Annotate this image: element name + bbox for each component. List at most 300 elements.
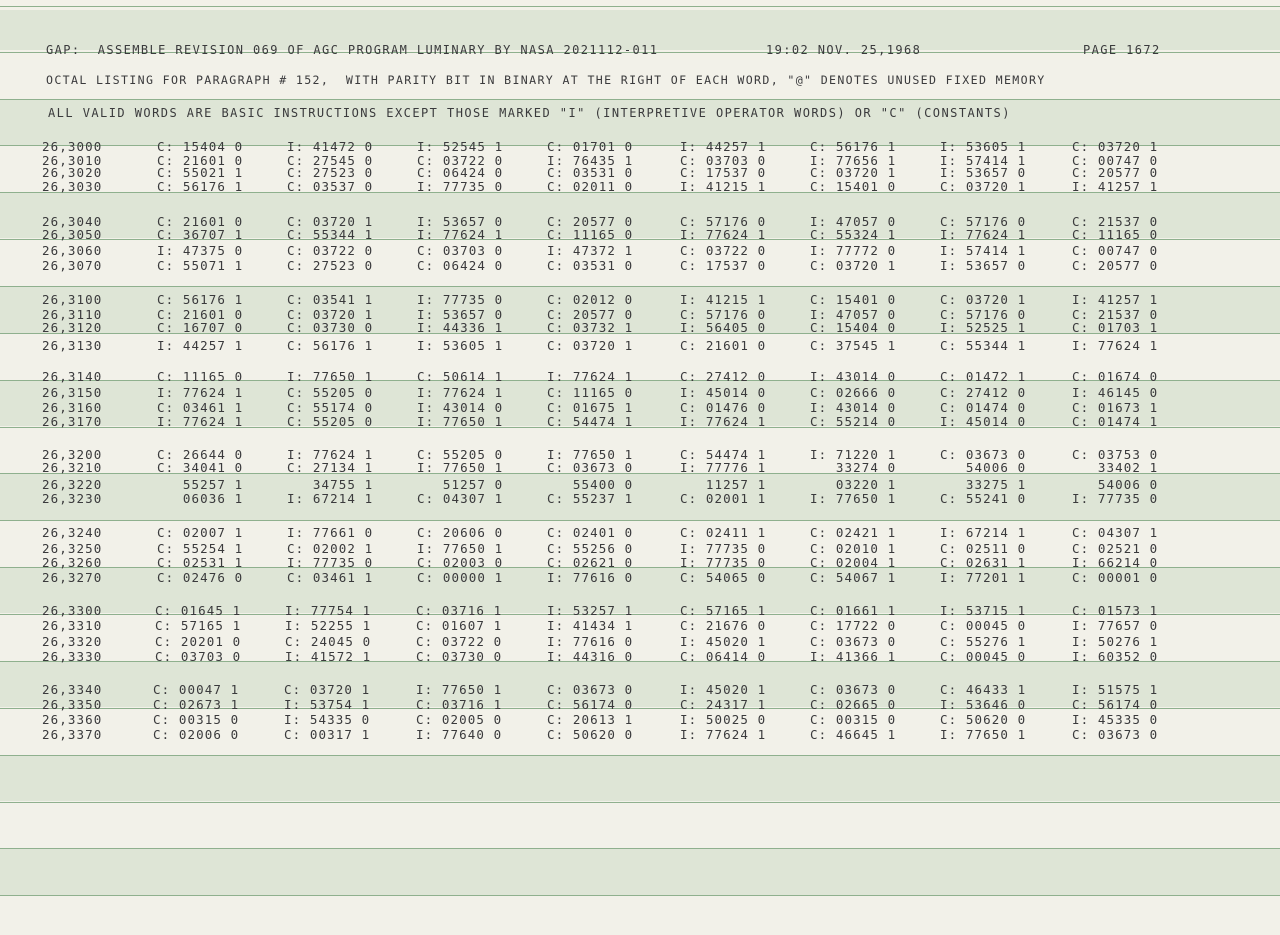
word-cell: I: 77616 0 [547, 570, 634, 585]
word-cell: I: 52545 1 [417, 139, 504, 154]
word-cell: C: 03673 0 [547, 460, 634, 475]
row-address: 26,3050 [42, 227, 103, 242]
word-cell: I: 77735 0 [1072, 491, 1159, 506]
word-cell: I: 77656 1 [810, 153, 897, 168]
word-cell: C: 02011 0 [547, 179, 634, 194]
word-cell: I: 57414 1 [940, 153, 1027, 168]
word-cell: C: 56176 1 [157, 179, 244, 194]
word-cell: I: 77735 0 [417, 179, 504, 194]
word-cell: C: 20201 0 [155, 634, 242, 649]
word-cell: C: 04307 1 [1072, 525, 1159, 540]
ruled-line [0, 6, 1280, 7]
row-address: 26,3300 [42, 603, 103, 618]
word-cell: C: 01661 1 [810, 603, 897, 618]
word-cell: C: 00747 0 [1072, 153, 1159, 168]
word-cell: I: 53646 0 [940, 697, 1027, 712]
word-cell: C: 57176 0 [940, 307, 1027, 322]
word-cell: 33402 1 [1072, 460, 1159, 475]
word-cell: C: 03720 1 [547, 338, 634, 353]
word-cell: C: 55344 1 [940, 338, 1027, 353]
word-cell: C: 27134 1 [287, 460, 374, 475]
word-cell: C: 00045 0 [940, 618, 1027, 633]
word-cell: I: 77624 1 [417, 227, 504, 242]
word-cell: I: 52525 1 [940, 320, 1027, 335]
word-cell: I: 77650 1 [287, 369, 374, 384]
word-cell: C: 20577 0 [1072, 165, 1159, 180]
word-cell: I: 41572 1 [285, 649, 372, 664]
word-cell: I: 77735 0 [287, 555, 374, 570]
word-cell: 11257 1 [680, 477, 767, 492]
word-cell: I: 77661 0 [287, 525, 374, 540]
table-row [0, 370, 1280, 384]
word-cell: I: 77624 1 [287, 447, 374, 462]
word-cell: I: 77650 1 [547, 447, 634, 462]
header-timestamp: 19:02 NOV. 25,1968 [766, 43, 922, 57]
word-cell: C: 02511 0 [940, 541, 1027, 556]
row-address: 26,3160 [42, 400, 103, 415]
word-cell: C: 03716 1 [416, 697, 503, 712]
word-cell: C: 54067 1 [810, 570, 897, 585]
word-cell: I: 77650 1 [416, 682, 503, 697]
table-row [0, 339, 1280, 353]
word-cell: C: 15401 0 [810, 292, 897, 307]
table-row [0, 492, 1280, 506]
word-cell: C: 21537 0 [1072, 214, 1159, 229]
word-cell: C: 03730 0 [416, 649, 503, 664]
word-cell: C: 11165 0 [1072, 227, 1159, 242]
word-cell: I: 53657 0 [940, 165, 1027, 180]
word-cell: C: 54474 1 [680, 447, 767, 462]
ruled-line [0, 802, 1280, 803]
table-row [0, 683, 1280, 697]
word-cell: I: 77650 1 [940, 727, 1027, 742]
row-address: 26,3120 [42, 320, 103, 335]
row-address: 26,3100 [42, 292, 103, 307]
word-cell: I: 77776 1 [680, 460, 767, 475]
word-cell: C: 37545 1 [810, 338, 897, 353]
table-row [0, 635, 1280, 649]
word-cell: I: 41472 0 [287, 139, 374, 154]
ruled-line [0, 895, 1280, 896]
word-cell: C: 21601 0 [680, 338, 767, 353]
word-cell: I: 45020 1 [680, 682, 767, 697]
word-cell: C: 54065 0 [680, 570, 767, 585]
word-cell: C: 02001 1 [680, 491, 767, 506]
row-address: 26,3140 [42, 369, 103, 384]
word-cell: C: 01474 0 [940, 400, 1027, 415]
word-cell: C: 50620 0 [547, 727, 634, 742]
word-cell: I: 77624 1 [547, 369, 634, 384]
word-cell: I: 41366 1 [810, 649, 897, 664]
word-cell: I: 41257 1 [1072, 179, 1159, 194]
word-cell: C: 56174 0 [547, 697, 634, 712]
word-cell: C: 04307 1 [417, 491, 504, 506]
row-address: 26,3330 [42, 649, 103, 664]
word-cell: C: 03461 1 [287, 570, 374, 585]
row-address: 26,3310 [42, 618, 103, 633]
word-cell: I: 77624 1 [680, 227, 767, 242]
row-address: 26,3150 [42, 385, 103, 400]
word-cell: I: 41215 1 [680, 292, 767, 307]
ruled-line [0, 286, 1280, 287]
row-address: 26,3130 [42, 338, 103, 353]
word-cell: C: 02411 1 [680, 525, 767, 540]
word-cell: I: 77616 0 [547, 634, 634, 649]
word-cell: I: 77201 1 [940, 570, 1027, 585]
word-cell: C: 03720 1 [287, 307, 374, 322]
word-cell: C: 21601 0 [157, 153, 244, 168]
word-cell: 33274 0 [810, 460, 897, 475]
word-cell: C: 11165 0 [547, 227, 634, 242]
word-cell: I: 67214 1 [940, 525, 1027, 540]
word-cell: C: 15404 0 [810, 320, 897, 335]
word-cell: I: 44336 1 [417, 320, 504, 335]
table-row [0, 415, 1280, 429]
word-cell: I: 51575 1 [1072, 682, 1159, 697]
word-cell: C: 03730 0 [287, 320, 374, 335]
green-stripe [0, 849, 1280, 895]
table-row [0, 571, 1280, 585]
row-address: 26,3370 [42, 727, 103, 742]
word-cell: C: 03673 0 [810, 634, 897, 649]
word-cell: I: 53605 1 [940, 139, 1027, 154]
word-cell: I: 53754 1 [284, 697, 371, 712]
word-cell: C: 00001 0 [1072, 570, 1159, 585]
word-cell: C: 03720 1 [940, 179, 1027, 194]
word-cell: C: 56176 1 [810, 139, 897, 154]
word-cell: C: 03720 1 [810, 165, 897, 180]
word-cell: C: 03720 1 [1072, 139, 1159, 154]
table-row [0, 293, 1280, 307]
word-cell: I: 47375 0 [157, 243, 244, 258]
word-cell: I: 77657 0 [1072, 618, 1159, 633]
word-cell: C: 06424 0 [417, 165, 504, 180]
table-row [0, 401, 1280, 415]
word-cell: 55257 1 [157, 477, 244, 492]
word-cell: C: 00315 0 [153, 712, 240, 727]
row-address: 26,3200 [42, 447, 103, 462]
row-address: 26,3260 [42, 555, 103, 570]
row-address: 26,3170 [42, 414, 103, 429]
word-cell: 55400 0 [547, 477, 634, 492]
word-cell: C: 56174 0 [1072, 697, 1159, 712]
word-cell: C: 15401 0 [810, 179, 897, 194]
word-cell: I: 77624 1 [157, 414, 244, 429]
word-cell: C: 21676 0 [680, 618, 767, 633]
word-cell: C: 02004 1 [810, 555, 897, 570]
table-row [0, 526, 1280, 540]
word-cell: C: 21537 0 [1072, 307, 1159, 322]
header-octal-listing-note: OCTAL LISTING FOR PARAGRAPH # 152, WITH PARITY BIT IN BINARY AT THE RIGHT OF EACH WORD, "@" DENOTES UNUSED FIXED MEMORY [46, 73, 1046, 87]
green-stripe [0, 755, 1280, 801]
word-cell: I: 52255 1 [285, 618, 372, 633]
word-cell: C: 03720 1 [940, 292, 1027, 307]
word-cell: I: 53657 0 [940, 258, 1027, 273]
table-row [0, 461, 1280, 475]
word-cell: C: 56176 1 [157, 292, 244, 307]
table-row [0, 713, 1280, 727]
table-row [0, 650, 1280, 664]
word-cell: I: 44257 1 [680, 139, 767, 154]
word-cell: C: 01701 0 [547, 139, 634, 154]
word-cell: I: 67214 1 [287, 491, 374, 506]
ruled-line [0, 520, 1280, 521]
word-cell: I: 53715 1 [940, 603, 1027, 618]
word-cell: I: 47372 1 [547, 243, 634, 258]
word-cell: 34755 1 [287, 477, 374, 492]
ruled-line [0, 848, 1280, 849]
word-cell: C: 11165 0 [157, 369, 244, 384]
word-cell: C: 01573 1 [1072, 603, 1159, 618]
word-cell: I: 77624 1 [680, 727, 767, 742]
word-cell: C: 20577 0 [547, 214, 634, 229]
word-cell: C: 54474 1 [547, 414, 634, 429]
word-cell: C: 02521 0 [1072, 541, 1159, 556]
word-cell: C: 20577 0 [547, 307, 634, 322]
word-cell: C: 55324 1 [810, 227, 897, 242]
word-cell: C: 00047 1 [153, 682, 240, 697]
word-cell: I: 77640 0 [416, 727, 503, 742]
word-cell: I: 47057 0 [810, 307, 897, 322]
word-cell: C: 55205 0 [417, 447, 504, 462]
word-cell: I: 77650 1 [417, 460, 504, 475]
word-cell: I: 60352 0 [1072, 649, 1159, 664]
table-row [0, 604, 1280, 618]
word-cell: C: 55237 1 [547, 491, 634, 506]
word-cell: C: 24317 1 [680, 697, 767, 712]
word-cell: I: 53657 0 [417, 214, 504, 229]
word-cell: C: 55241 0 [940, 491, 1027, 506]
word-cell: I: 71220 1 [810, 447, 897, 462]
row-address: 26,3320 [42, 634, 103, 649]
word-cell: C: 02476 0 [157, 570, 244, 585]
word-cell: C: 03720 1 [284, 682, 371, 697]
word-cell: C: 03531 0 [547, 165, 634, 180]
word-cell: C: 06414 0 [680, 649, 767, 664]
word-cell: C: 26644 0 [157, 447, 244, 462]
row-address: 26,3000 [42, 139, 103, 154]
word-cell: C: 27523 0 [287, 258, 374, 273]
row-address: 26,3070 [42, 258, 103, 273]
row-address: 26,3270 [42, 570, 103, 585]
word-cell: C: 00317 1 [284, 727, 371, 742]
row-address: 26,3230 [42, 491, 103, 506]
table-row [0, 542, 1280, 556]
word-cell: C: 02401 0 [547, 525, 634, 540]
word-cell: C: 27523 0 [287, 165, 374, 180]
word-cell: C: 55205 0 [287, 385, 374, 400]
word-cell: C: 20606 0 [417, 525, 504, 540]
word-cell: C: 21601 0 [157, 307, 244, 322]
word-cell: C: 01673 1 [1072, 400, 1159, 415]
word-cell: C: 06424 0 [417, 258, 504, 273]
row-address: 26,3220 [42, 477, 103, 492]
word-cell: I: 77624 1 [417, 385, 504, 400]
word-cell: C: 55256 0 [547, 541, 634, 556]
word-cell: C: 36707 1 [157, 227, 244, 242]
word-cell: I: 77624 1 [680, 414, 767, 429]
word-cell: C: 16707 0 [157, 320, 244, 335]
word-cell: C: 01476 0 [680, 400, 767, 415]
word-cell: C: 03732 1 [547, 320, 634, 335]
word-cell: I: 45014 0 [680, 385, 767, 400]
word-cell: 54006 0 [1072, 477, 1159, 492]
word-cell: C: 00747 0 [1072, 243, 1159, 258]
header-page-number: PAGE 1672 [1083, 43, 1161, 57]
word-cell: C: 55214 0 [810, 414, 897, 429]
table-row [0, 180, 1280, 194]
word-cell: 03220 1 [810, 477, 897, 492]
word-cell: I: 66214 0 [1072, 555, 1159, 570]
ruled-line [0, 755, 1280, 756]
row-address: 26,3350 [42, 697, 103, 712]
word-cell: 06036 1 [157, 491, 244, 506]
word-cell: I: 77754 1 [285, 603, 372, 618]
word-cell: I: 77624 1 [157, 385, 244, 400]
word-cell: C: 27545 0 [287, 153, 374, 168]
word-cell: C: 11165 0 [547, 385, 634, 400]
word-cell: C: 03673 0 [547, 682, 634, 697]
word-cell: I: 77735 0 [680, 555, 767, 570]
word-cell: C: 02621 0 [547, 555, 634, 570]
header-title: GAP: ASSEMBLE REVISION 069 OF AGC PROGRAM LUMINARY BY NASA 2021112-011 [46, 43, 659, 57]
word-cell: C: 17537 0 [680, 165, 767, 180]
table-row [0, 228, 1280, 242]
word-cell: C: 55276 1 [940, 634, 1027, 649]
word-cell: I: 43014 0 [417, 400, 504, 415]
word-cell: C: 24045 0 [285, 634, 372, 649]
word-cell: C: 57176 0 [680, 214, 767, 229]
word-cell: I: 77650 1 [810, 491, 897, 506]
word-cell: C: 00315 0 [810, 712, 897, 727]
word-cell: C: 50620 0 [940, 712, 1027, 727]
word-cell: C: 46645 1 [810, 727, 897, 742]
word-cell: C: 01607 1 [416, 618, 503, 633]
table-row [0, 386, 1280, 400]
word-cell: C: 02665 0 [810, 697, 897, 712]
word-cell: C: 01645 1 [155, 603, 242, 618]
table-row [0, 698, 1280, 712]
row-address: 26,3040 [42, 214, 103, 229]
word-cell: C: 03722 0 [417, 153, 504, 168]
word-cell: C: 03673 0 [810, 682, 897, 697]
word-cell: I: 44316 0 [547, 649, 634, 664]
row-address: 26,3030 [42, 179, 103, 194]
word-cell: C: 15404 0 [157, 139, 244, 154]
word-cell: C: 02631 1 [940, 555, 1027, 570]
word-cell: C: 00045 0 [940, 649, 1027, 664]
word-cell: C: 55174 0 [287, 400, 374, 415]
word-cell: I: 53257 1 [547, 603, 634, 618]
word-cell: C: 02006 0 [153, 727, 240, 742]
word-cell: I: 77735 0 [417, 292, 504, 307]
word-cell: I: 76435 1 [547, 153, 634, 168]
word-cell: C: 03703 0 [417, 243, 504, 258]
word-cell: C: 27412 0 [680, 369, 767, 384]
word-cell: C: 57176 0 [940, 214, 1027, 229]
word-cell: C: 03753 0 [1072, 447, 1159, 462]
word-cell: C: 02012 0 [547, 292, 634, 307]
word-cell: I: 77624 1 [1072, 338, 1159, 353]
word-cell: C: 55071 1 [157, 258, 244, 273]
word-cell: C: 03541 1 [287, 292, 374, 307]
word-cell: I: 43014 0 [810, 369, 897, 384]
table-row [0, 166, 1280, 180]
word-cell: C: 55021 1 [157, 165, 244, 180]
word-cell: C: 03722 0 [416, 634, 503, 649]
word-cell: C: 01474 1 [1072, 414, 1159, 429]
word-cell: C: 01703 1 [1072, 320, 1159, 335]
word-cell: C: 56176 1 [287, 338, 374, 353]
word-cell: I: 46145 0 [1072, 385, 1159, 400]
word-cell: I: 45014 0 [940, 414, 1027, 429]
word-cell: C: 02010 1 [810, 541, 897, 556]
word-cell: I: 77624 1 [940, 227, 1027, 242]
word-cell: C: 03722 0 [287, 243, 374, 258]
word-cell: C: 03720 1 [287, 214, 374, 229]
word-cell: I: 56405 0 [680, 320, 767, 335]
row-address: 26,3250 [42, 541, 103, 556]
word-cell: 51257 0 [417, 477, 504, 492]
word-cell: I: 77735 0 [680, 541, 767, 556]
word-cell: C: 02666 0 [810, 385, 897, 400]
word-cell: I: 41434 1 [547, 618, 634, 633]
word-cell: C: 20613 1 [547, 712, 634, 727]
word-cell: C: 02007 1 [157, 525, 244, 540]
word-cell: C: 21601 0 [157, 214, 244, 229]
row-address: 26,3240 [42, 525, 103, 540]
word-cell: I: 77650 1 [417, 414, 504, 429]
word-cell: C: 03673 0 [940, 447, 1027, 462]
table-row [0, 478, 1280, 492]
ruled-line [0, 99, 1280, 100]
table-row [0, 619, 1280, 633]
row-address: 26,3110 [42, 307, 103, 322]
word-cell: C: 01472 1 [940, 369, 1027, 384]
word-cell: I: 41215 1 [680, 179, 767, 194]
word-cell: I: 54335 0 [284, 712, 371, 727]
word-cell: 33275 1 [940, 477, 1027, 492]
row-address: 26,3340 [42, 682, 103, 697]
word-cell: I: 53605 1 [417, 338, 504, 353]
word-cell: C: 03531 0 [547, 258, 634, 273]
word-cell: C: 00000 1 [417, 570, 504, 585]
word-cell: I: 43014 0 [810, 400, 897, 415]
row-address: 26,3360 [42, 712, 103, 727]
word-cell: C: 03722 0 [680, 243, 767, 258]
word-cell: C: 03716 1 [416, 603, 503, 618]
word-cell: C: 17722 0 [810, 618, 897, 633]
word-cell: C: 20577 0 [1072, 258, 1159, 273]
row-address: 26,3010 [42, 153, 103, 168]
word-cell: C: 46433 1 [940, 682, 1027, 697]
word-cell: C: 55344 1 [287, 227, 374, 242]
word-cell: I: 47057 0 [810, 214, 897, 229]
word-cell: C: 03673 0 [1072, 727, 1159, 742]
table-row [0, 259, 1280, 273]
word-cell: I: 41257 1 [1072, 292, 1159, 307]
row-address: 26,3060 [42, 243, 103, 258]
word-cell: C: 50614 1 [417, 369, 504, 384]
word-cell: C: 03461 1 [157, 400, 244, 415]
word-cell: C: 57165 1 [155, 618, 242, 633]
table-row [0, 728, 1280, 742]
word-cell: C: 02421 1 [810, 525, 897, 540]
word-cell: I: 44257 1 [157, 338, 244, 353]
word-cell: C: 03703 0 [680, 153, 767, 168]
word-cell: C: 02002 1 [287, 541, 374, 556]
word-cell: C: 17537 0 [680, 258, 767, 273]
